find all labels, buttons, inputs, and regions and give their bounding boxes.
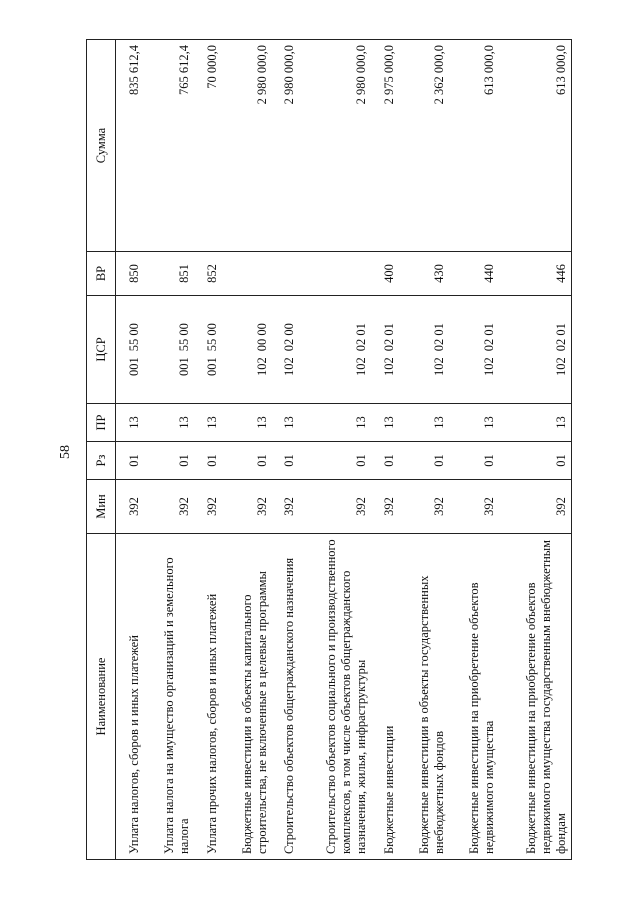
row-vr xyxy=(222,252,272,296)
table-row xyxy=(499,40,572,860)
table-row xyxy=(144,40,194,860)
row-vr: 851 xyxy=(144,252,194,296)
row-pr: 13 xyxy=(272,404,300,442)
row-csr xyxy=(116,296,145,404)
row-pr: 13 xyxy=(371,404,399,442)
budget-table xyxy=(86,39,572,860)
header-vr: ВР xyxy=(87,252,116,296)
csr-part-1: 001 xyxy=(204,357,219,376)
row-vr: 440 xyxy=(449,252,499,296)
row-min: 392 xyxy=(144,480,194,534)
row-rz: 01 xyxy=(144,442,194,480)
row-csr xyxy=(499,296,572,404)
row-csr xyxy=(194,296,222,404)
csr-part-1: 102 xyxy=(354,357,369,376)
csr-part-2: 02 01 xyxy=(481,323,496,352)
row-vr: 852 xyxy=(194,252,222,296)
row-pr: 13 xyxy=(144,404,194,442)
row-rz: 01 xyxy=(399,442,449,480)
header-pr: ПР xyxy=(87,404,116,442)
row-vr xyxy=(272,252,300,296)
row-pr: 13 xyxy=(449,404,499,442)
row-csr xyxy=(399,296,449,404)
header-min: Мин xyxy=(87,480,116,534)
csr-part-2: 02 01 xyxy=(431,323,446,352)
row-csr xyxy=(272,296,300,404)
csr-part-1: 102 xyxy=(431,357,446,376)
csr-part-2: 55 00 xyxy=(176,323,191,352)
row-vr: 850 xyxy=(116,252,145,296)
row-sum: 835 612,4 xyxy=(116,40,145,252)
row-min: 392 xyxy=(222,480,272,534)
budget-table-container xyxy=(86,40,572,860)
csr-part-2: 55 00 xyxy=(127,323,142,352)
row-min: 392 xyxy=(272,480,300,534)
row-name: Уплата налогов, сборов и иных платежей xyxy=(116,534,145,860)
table-row xyxy=(116,40,145,860)
row-min: 392 xyxy=(449,480,499,534)
csr-part-2: 55 00 xyxy=(204,323,219,352)
row-name: Строительство объектов общегражданского назначения xyxy=(272,534,300,860)
table-body xyxy=(116,40,572,860)
header-name: Наименование xyxy=(87,534,116,860)
row-rz: 01 xyxy=(116,442,145,480)
row-sum: 2 980 000,0 xyxy=(299,40,371,252)
row-sum: 2 362 000,0 xyxy=(399,40,449,252)
row-sum: 2 980 000,0 xyxy=(272,40,300,252)
row-vr: 446 xyxy=(499,252,572,296)
row-vr: 400 xyxy=(371,252,399,296)
row-name: Уплата прочих налогов, сборов и иных платежей xyxy=(194,534,222,860)
row-pr: 13 xyxy=(222,404,272,442)
row-min: 392 xyxy=(116,480,145,534)
csr-part-2: 00 00 xyxy=(254,323,269,352)
row-pr: 13 xyxy=(194,404,222,442)
csr-part-2: 02 00 xyxy=(282,323,297,352)
row-name: Строительство объектов социального и производственного комплексов, в том числе объектов общегражданского назначения, жилья, инфраструктуры xyxy=(299,534,371,860)
header-sum: Сумма xyxy=(87,40,116,252)
row-sum: 765 612,4 xyxy=(144,40,194,252)
row-pr: 13 xyxy=(299,404,371,442)
row-sum: 613 000,0 xyxy=(449,40,499,252)
csr-part-2: 02 01 xyxy=(354,323,369,352)
row-min: 392 xyxy=(194,480,222,534)
row-name: Бюджетные инвестиции на приобретение объектов недвижимого имущества xyxy=(449,534,499,860)
row-name: Бюджетные инвестиции в объекты капитального строительства, не включенные в целевые программы xyxy=(222,534,272,860)
row-name: Бюджетные инвестиции на приобретение объектов недвижимого имущества государственным внебюджетным фондам xyxy=(499,534,572,860)
csr-part-1: 102 xyxy=(282,357,297,376)
table-header-row xyxy=(87,40,116,860)
csr-part-1: 102 xyxy=(254,357,269,376)
row-name: Бюджетные инвестиции в объекты государственных внебюджетных фондов xyxy=(399,534,449,860)
row-min: 392 xyxy=(499,480,572,534)
row-name: Уплата налога на имущество организаций и земельного налога xyxy=(144,534,194,860)
row-csr xyxy=(449,296,499,404)
csr-part-2: 02 01 xyxy=(554,323,568,352)
csr-part-1: 102 xyxy=(382,357,397,376)
row-min: 392 xyxy=(371,480,399,534)
csr-part-2: 02 01 xyxy=(382,323,397,352)
row-rz: 01 xyxy=(499,442,572,480)
row-csr xyxy=(222,296,272,404)
row-vr: 430 xyxy=(399,252,449,296)
row-min: 392 xyxy=(299,480,371,534)
row-rz: 01 xyxy=(222,442,272,480)
header-rz: Рз xyxy=(87,442,116,480)
table-row xyxy=(371,40,399,860)
csr-part-1: 001 xyxy=(176,357,191,376)
row-rz: 01 xyxy=(371,442,399,480)
table-row xyxy=(449,40,499,860)
row-rz: 01 xyxy=(299,442,371,480)
csr-part-1: 102 xyxy=(481,357,496,376)
row-csr xyxy=(299,296,371,404)
row-csr xyxy=(144,296,194,404)
row-csr xyxy=(371,296,399,404)
row-sum: 2 975 000,0 xyxy=(371,40,399,252)
row-name: Бюджетные инвестиции xyxy=(371,534,399,860)
row-sum: 70 000,0 xyxy=(194,40,222,252)
table-row xyxy=(272,40,300,860)
row-pr: 13 xyxy=(499,404,572,442)
csr-part-1: 001 xyxy=(127,357,142,376)
table-row xyxy=(399,40,449,860)
row-min: 392 xyxy=(399,480,449,534)
table-row xyxy=(194,40,222,860)
row-pr: 13 xyxy=(116,404,145,442)
table-row xyxy=(222,40,272,860)
row-rz: 01 xyxy=(272,442,300,480)
row-pr: 13 xyxy=(399,404,449,442)
header-csr: ЦСР xyxy=(87,296,116,404)
row-vr xyxy=(299,252,371,296)
page-number: 58 xyxy=(58,445,73,459)
row-sum: 2 980 000,0 xyxy=(222,40,272,252)
row-rz: 01 xyxy=(194,442,222,480)
row-sum: 613 000,0 xyxy=(499,40,572,252)
table-row xyxy=(299,40,371,860)
csr-part-1: 102 xyxy=(554,357,568,376)
row-rz: 01 xyxy=(449,442,499,480)
